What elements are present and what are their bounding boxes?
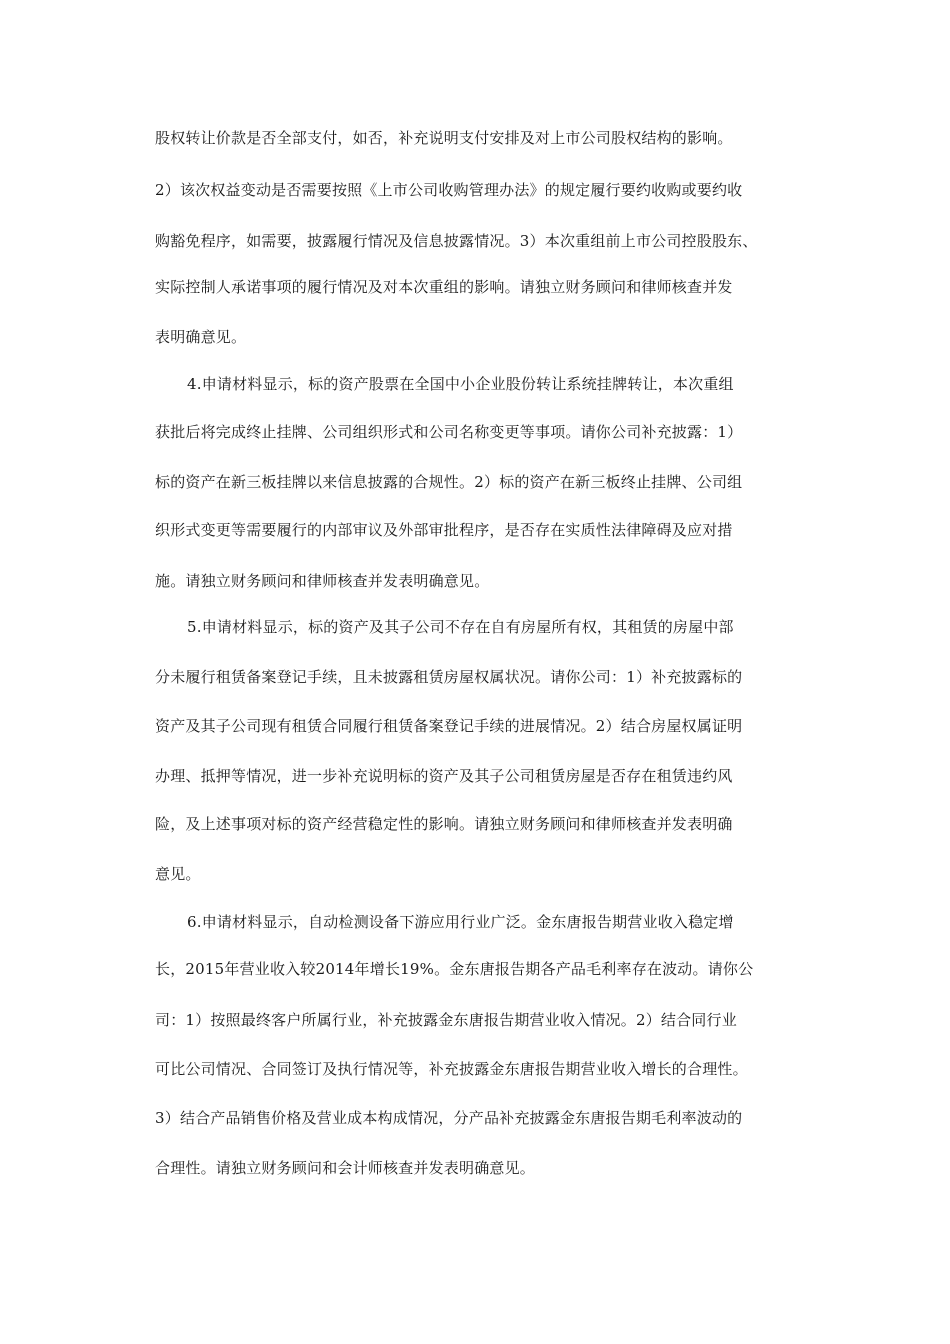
text-line: 司：1）按照最终客户所属行业，补充披露金东唐报告期营业收入情况。2）结合同行业 [155,1011,737,1029]
paragraph-6-first-line: 6.申请材料显示，自动检测设备下游应用行业广泛。金东唐报告期营业收入稳定增 [187,913,734,931]
text-line: 分未履行租赁备案登记手续，且未披露租赁房屋权属状况。请你公司：1）补充披露标的 [155,668,743,686]
text-line: 表明确意见。 [155,328,247,346]
text-line: 可比公司情况、合同签订及执行情况等，补充披露金东唐报告期营业收入增长的合理性。 [155,1060,748,1078]
text-line: 股权转让价款是否全部支付，如否，补充说明支付安排及对上市公司股权结构的影响。 [155,129,733,147]
text-line: 获批后将完成终止挂牌、公司组织形式和公司名称变更等事项。请你公司补充披露：1） [155,423,743,441]
text-line: 长，2015年营业收入较2014年增长19%。金东唐报告期各产品毛利率存在波动。请你公 [155,960,754,978]
text-line: 3）结合产品销售价格及营业成本构成情况，分产品补充披露金东唐报告期毛利率波动的 [155,1109,743,1127]
text-line: 购豁免程序，如需要，披露履行情况及信息披露情况。3）本次重组前上市公司控股股东、 [155,232,758,250]
text-line: 2）该次权益变动是否需要按照《上市公司收购管理办法》的规定履行要约收购或要约收 [155,181,743,199]
paragraph-4-first-line: 4.申请材料显示，标的资产股票在全国中小企业股份转让系统挂牌转让，本次重组 [187,375,734,393]
text-line: 合理性。请独立财务顾问和会计师核查并发表明确意见。 [155,1159,536,1177]
paragraph-5-first-line: 5.申请材料显示，标的资产及其子公司不存在自有房屋所有权，其租赁的房屋中部 [187,618,734,636]
text-line: 办理、抵押等情况，进一步补充说明标的资产及其子公司租赁房屋是否存在租赁违约风 [155,767,733,785]
text-line: 资产及其子公司现有租赁合同履行租赁备案登记手续的进展情况。2）结合房屋权属证明 [155,717,743,735]
text-line: 施。请独立财务顾问和律师核查并发表明确意见。 [155,572,490,590]
text-line: 实际控制人承诺事项的履行情况及对本次重组的影响。请独立财务顾问和律师核查并发 [155,278,733,296]
text-line: 意见。 [155,865,201,883]
text-line: 险，及上述事项对标的资产经营稳定性的影响。请独立财务顾问和律师核查并发表明确 [155,815,733,833]
text-line: 标的资产在新三板挂牌以来信息披露的合规性。2）标的资产在新三板终止挂牌、公司组 [155,473,743,491]
text-line: 织形式变更等需要履行的内部审议及外部审批程序，是否存在实质性法律障碍及应对措 [155,521,733,539]
